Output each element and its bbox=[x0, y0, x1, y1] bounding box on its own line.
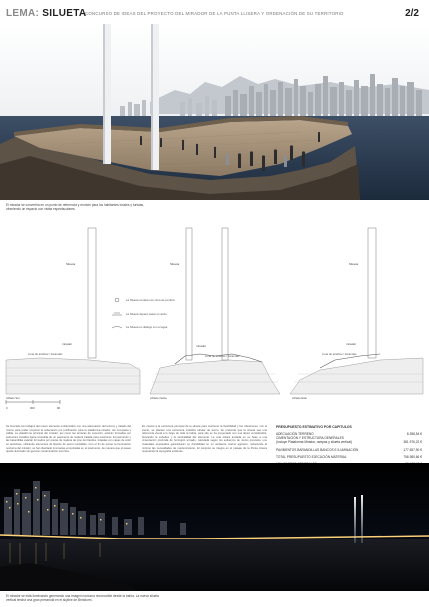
render-caption: El mirador se convertirá en un punto de referencia y reunión para los habitantes locales y turistas, ofreciendo un espacio con vistas espectaculares. bbox=[6, 203, 145, 211]
scale-tick-0: 0 bbox=[6, 406, 8, 410]
elevation-west-title: Alzado Oeste bbox=[150, 396, 167, 400]
elevation-east-title: Alzado Este bbox=[292, 396, 307, 400]
render-illustration bbox=[0, 24, 429, 200]
label-zona-left: zona de aireflow / barandas bbox=[28, 352, 63, 356]
label-silueta-right: Silueta bbox=[349, 262, 359, 266]
page-number: 2/2 bbox=[405, 8, 419, 19]
scale-tick-1: 300 bbox=[30, 406, 35, 410]
label-mirador-left: mirador bbox=[62, 342, 73, 346]
scale-tick-2: 90 bbox=[57, 406, 61, 410]
budget-row: (Incluye Plataforma Mirador, rampas y silueta vertical) 381.976,22 € bbox=[276, 440, 422, 445]
label-silueta-left: Silueta bbox=[66, 262, 76, 266]
budget-row: TOTAL PRESUPUESTO EJECUCIÓN MATERIAL 756.980,66 € bbox=[276, 454, 422, 459]
budget-title: PRESUPUESTO ESTIMATIVO POR CAPITULOS bbox=[276, 425, 352, 429]
night-illustration bbox=[0, 463, 429, 591]
budget-row: CIMENTACIÓN Y ESTRUCTURA GENERALES bbox=[276, 436, 344, 441]
lema-name: SILUETA bbox=[42, 8, 87, 19]
budget-row: ADECUACIÓN TERRENO 8.358,54 € bbox=[276, 432, 422, 436]
night-caption: El mirador se está iluminando generando una imagen nocturna reconocible desde la bahía. La nueva silueta vertical tendrá una gran presencia en el skyline de Benidorm. bbox=[6, 594, 159, 602]
legend-shade: La Silueta contará con cima de sombra bbox=[126, 298, 175, 302]
legend-water: La Silueta en diálogo con el agua bbox=[126, 325, 168, 329]
label-mirador-right: mirador bbox=[346, 342, 357, 346]
label-silueta-mid: Silueta bbox=[170, 262, 180, 266]
budget-row: PAVIMENTOS BARANDILLAS BANCOS E ILUMINACIÓN 177.657,90 € bbox=[276, 447, 422, 452]
label-zona-right: zona de aireflow / barandas bbox=[322, 352, 357, 356]
section-drawings bbox=[0, 218, 429, 418]
mirador-night-render bbox=[0, 463, 429, 591]
mirador-day-render bbox=[0, 24, 429, 200]
label-mirador-mid: mirador bbox=[196, 344, 207, 348]
description-column-2: En cuanto a la estructura principal de la silueta para mantener la flexibilidad y las vibraciones, con el viento, se plantea una estructura metálica tubular de acero. Se pretende que la silueta sea una referencia visual a lo largo de toda la bahía, para ello se ha proyectado con una altura considerable, buscando la esbeltez y la verticalidad del elemento. La cual estará anclada en su base a una cimentación profunda de hormigón armado, calculada según los esfuerzos de viento previstos. Los materiales empleados garantizarán su durabilidad en un ambiente marino agresivo, reduciendo al mínimo las necesidades de mantenimiento. El conjunto se integra en el paisaje de la Punta Llisera respetando la topografía existente. bbox=[142, 425, 267, 454]
board-header bbox=[6, 8, 423, 22]
legend-wind: La Silueta depara pasar el viento bbox=[126, 312, 167, 316]
elevation-drawings bbox=[0, 218, 429, 418]
competition-subtitle: CONCURSO DE IDEAS DEL PROYECTO DEL MIRADOR DE LA PUNTA LLISERA Y ORDENACIÓN DE SU TERRITORIO bbox=[85, 11, 344, 16]
lema-label: LEMA: bbox=[6, 8, 40, 19]
lema-title bbox=[6, 8, 86, 19]
description-column-1: Se buscado los trabajos del nuevo elemento emblemático con una adecuación del terreno y tratado del mismo para poder empezar la ordenación por purificación para la plataforma-mirador, tan compacta y cálida. La plataforma principal del mirador, así como las terrazas de conexión, estarán formadas por estructura metálica ligera revestida de un pavimento de madera tratada para exteriores. El pavimento y las barandillas estarán formados por piezas de madera de pino de Flandes, tratadas con capas de color en autoclave, utilizando elementos de fijación de acero inoxidable. Con el fin de prever la iluminación nocturna del mirador, se han diseñado luminarias empotradas en el pavimento, de manera que el paseo quede iluminado sin generar contaminación lumínica. bbox=[6, 425, 131, 454]
label-zona-mid: zona de aireflow / barandas bbox=[205, 354, 240, 358]
elevation-south-title: Alzado Sur bbox=[6, 396, 20, 400]
